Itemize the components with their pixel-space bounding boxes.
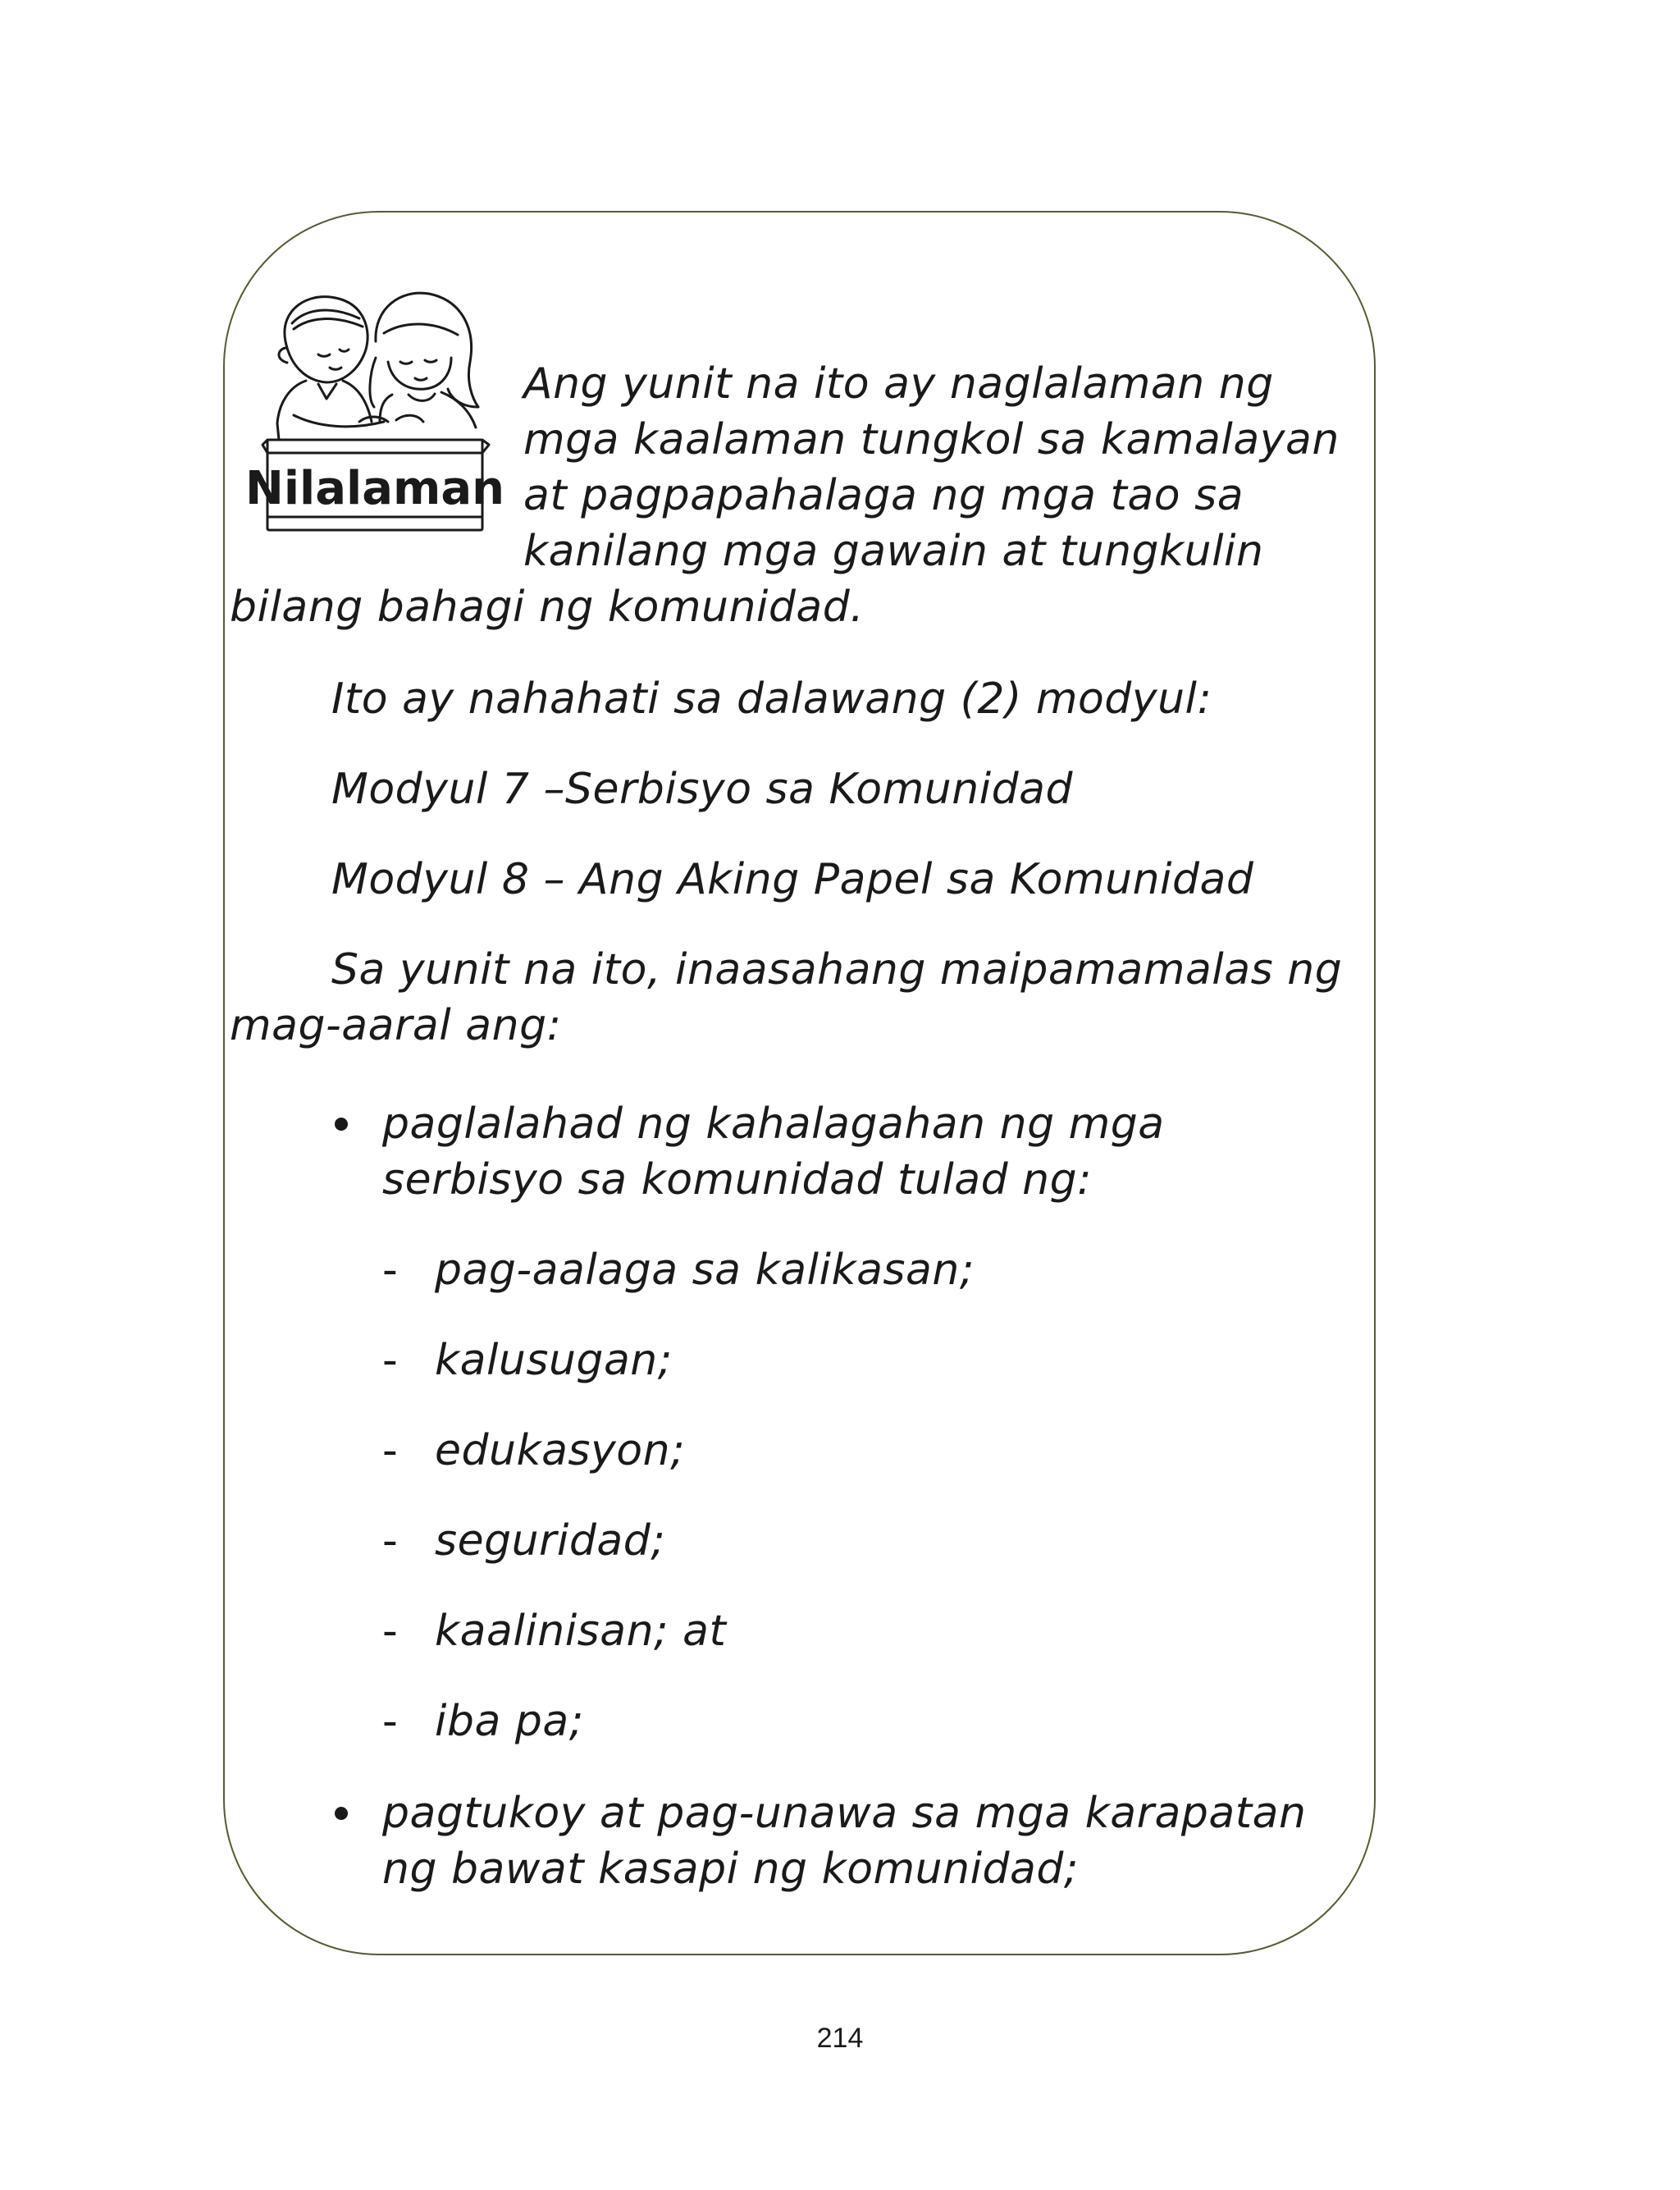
intro-line-2: mga kaalaman tungkol sa kamalayan — [523, 415, 1340, 464]
intro-line-1: Ang yunit na ito ay naglalaman ng — [523, 359, 1274, 409]
sub-item: kalusugan; — [435, 1336, 673, 1385]
intro-line-3: at pagpapahalaga ng mga tao sa — [523, 471, 1244, 520]
bullet-2-line-1: pagtukoy at pag-unawa sa mga karapatan — [382, 1789, 1307, 1838]
dash-marker: - — [382, 1697, 398, 1746]
children-reading-icon — [244, 284, 505, 537]
sub-item: iba pa; — [435, 1697, 584, 1746]
intro-line-4: kanilang mga gawain at tungkulin — [523, 527, 1264, 576]
logo-label: Nilalaman — [244, 462, 505, 515]
sub-item: pag-aalaga sa kalikasan; — [435, 1246, 975, 1295]
dash-marker: - — [382, 1607, 398, 1656]
dash-marker: - — [382, 1336, 398, 1385]
sub-item: seguridad; — [435, 1516, 666, 1566]
sub-item: edukasyon; — [435, 1426, 686, 1475]
module-7: Modyul 7 –Serbisyo sa Komunidad — [331, 765, 1073, 814]
dash-marker: - — [382, 1516, 398, 1566]
intro-line-5: bilang bahagi ng komunidad. — [230, 583, 865, 632]
expectation-line-2: mag-aaral ang: — [230, 1001, 562, 1050]
sub-item: kaalinisan; at — [435, 1607, 727, 1656]
bullet-1-line-1: paglalahad ng kahalagahan ng mga — [382, 1100, 1165, 1149]
module-8: Modyul 8 – Ang Aking Papel sa Komunidad — [331, 855, 1254, 904]
page-number: 214 — [816, 2023, 864, 2054]
bullet-2-line-2: ng bawat kasapi ng komunidad; — [382, 1845, 1079, 1894]
bullet-marker — [335, 1807, 348, 1820]
dash-marker: - — [382, 1246, 398, 1295]
division-statement: Ito ay nahahati sa dalawang (2) modyul: — [331, 674, 1212, 724]
expectation-line-1: Sa yunit na ito, inaasahang maipamamalas ng — [331, 945, 1343, 994]
bullet-1-line-2: serbisyo sa komunidad tulad ng: — [382, 1155, 1093, 1205]
dash-marker: - — [382, 1426, 398, 1475]
bullet-marker — [335, 1118, 348, 1131]
